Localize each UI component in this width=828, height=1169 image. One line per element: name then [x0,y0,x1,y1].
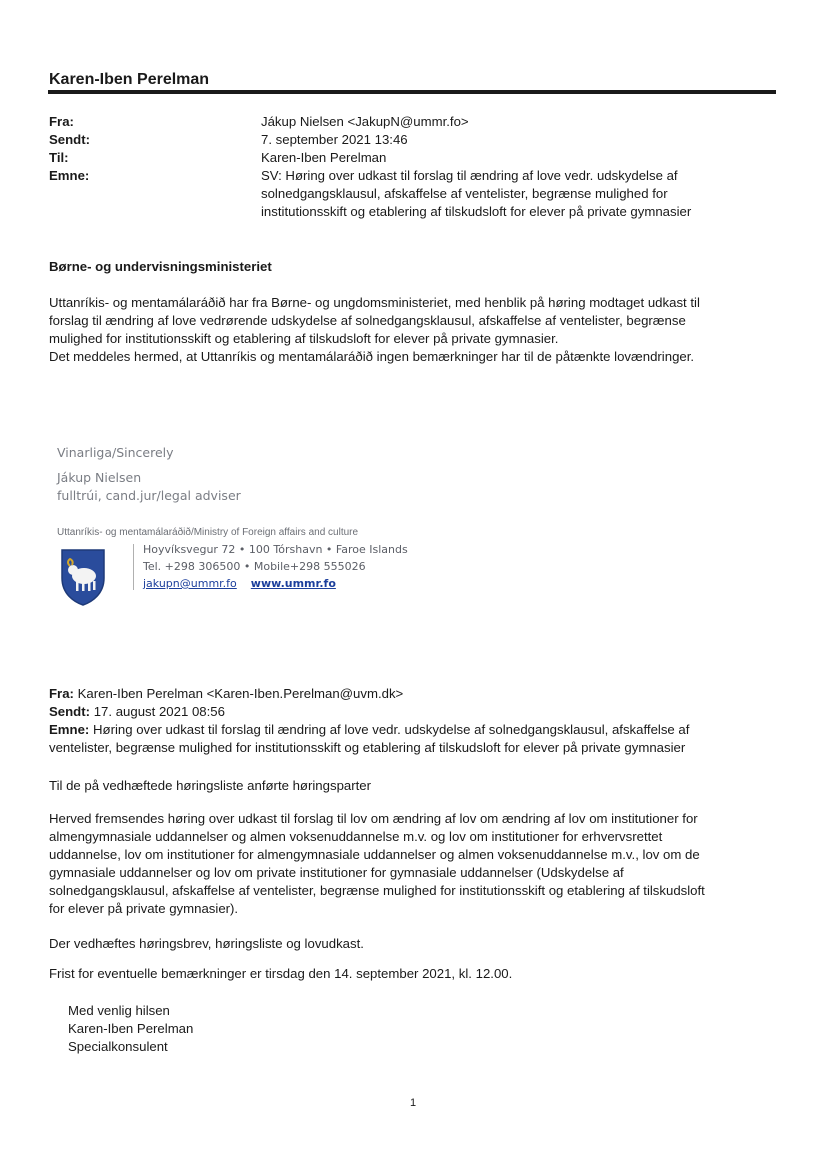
signature-greeting: Vinarliga/Sincerely [57,445,174,460]
body-line: gymnasiale uddannelser og lov om private institutioner for gymnasiale uddannelser (Udskydelse af [49,865,624,880]
subject-line: SV: Høring over udkast til forslag til ændring af love vedr. udskydelse af [261,168,678,183]
orig-attachments: Der vedhæftes høringsbrev, høringsliste og lovudkast. [49,936,364,951]
body-line: forslag til ændring af love vedrørende udskydelse af solnedgangsklausul, afskaffelse af ventelister, begrænse [49,313,686,328]
orig-sent-label: Sendt: [49,704,91,719]
subject-value [261,167,741,221]
closing-line: Med venlig hilsen [68,1003,170,1018]
subject-label: Emne: [49,168,90,183]
orig-closing [68,1002,193,1056]
signature-phone: Tel. +298 306500 • Mobile+298 555026 [143,560,366,573]
body-line: Herved fremsendes høring over udkast til forslag til lov om ændring af lov om ændring af lov om institutioner for [49,811,698,826]
sent-value: 7. september 2021 13:46 [261,132,408,147]
body-line: solnedgangsklausul, afskaffelse af ventelister, begrænse mulighed for institutionsskift og etablering af tilskudsloft [49,883,705,898]
orig-subject-line1: Høring over udkast til forslag til ændring af love vedr. udskydelse af solnedgangsklausul, afskaffelse af [92,722,690,737]
subject-line: solnedgangsklausul, afskaffelse af ventelister, begrænse mulighed for [261,186,668,201]
signature-links [143,575,350,593]
orig-from-value: Karen-Iben Perelman <Karen-Iben.Perelman@uvm.dk> [77,686,404,701]
header-divider [48,90,776,94]
orig-subject-label: Emne: [49,722,90,737]
email-link[interactable]: jakupn@ummr.fo [143,577,237,590]
reply-body [49,294,789,366]
sent-label: Sendt: [49,132,91,147]
from-label: Fra: [49,114,74,129]
faroe-crest-icon [60,548,106,606]
body-line: mulighed for institutionsskift og etablering af tilskudsloft for elever på private gymnasier. [49,331,559,346]
page-number: 1 [410,1097,417,1109]
body-line: uddannelse, lov om institutioner for almengymnasiale uddannelser og almen voksenuddannelse m.v., lov om de [49,847,700,862]
orig-intro: Til de på vedhæftede høringsliste anførte høringsparter [49,778,372,793]
closing-line: Specialkonsulent [68,1039,168,1054]
closing-line: Karen-Iben Perelman [68,1021,194,1036]
recipient-name-header: Karen-Iben Perelman [49,71,210,88]
website-link[interactable]: www.ummr.fo [250,577,336,590]
addressee: Børne- og undervisningsministeriet [49,259,272,274]
orig-from-label: Fra: [49,686,74,701]
body-line: Uttanríkis- og mentamálaráðið har fra Børne- og ungdomsministeriet, med henblik på høring modtaget udkast til [49,295,700,310]
signature-name: Jákup Nielsen [57,470,142,485]
signature-ministry: Uttanríkis- og mentamálaráðið/Ministry of Foreign affairs and culture [57,527,359,538]
contact-divider [133,544,134,590]
signature-title: fulltrúi, cand.jur/legal adviser [57,488,241,503]
orig-deadline: Frist for eventuelle bemærkninger er tirsdag den 14. september 2021, kl. 12.00. [49,966,513,981]
to-value: Karen-Iben Perelman [261,150,387,165]
body-line: Det meddeles hermed, at Uttanríkis og mentamálaráðið ingen bemærkninger har til de påtænkte lovændringer. [49,349,695,364]
body-line: almengymnasiale uddannelser og almen voksenuddannelse m.v. og lov om institutioner for erhvervsrettet [49,829,663,844]
orig-sent-value: 17. august 2021 08:56 [93,704,225,719]
orig-subject-line2: ventelister, begrænse mulighed for institutionsskift og etablering af tilskudsloft for elever på private gymnasier [49,740,686,755]
signature-address: Hoyvíksvegur 72 • 100 Tórshavn • Faroe Islands [143,543,408,556]
body-line: for elever på private gymnasier). [49,901,239,916]
from-value: Jákup Nielsen <JakupN@ummr.fo> [261,114,469,129]
original-email-headers [49,685,789,757]
orig-body [49,810,789,918]
to-label: Til: [49,150,69,165]
subject-line: institutionsskift og etablering af tilskudsloft for elever på private gymnasier [261,204,692,219]
